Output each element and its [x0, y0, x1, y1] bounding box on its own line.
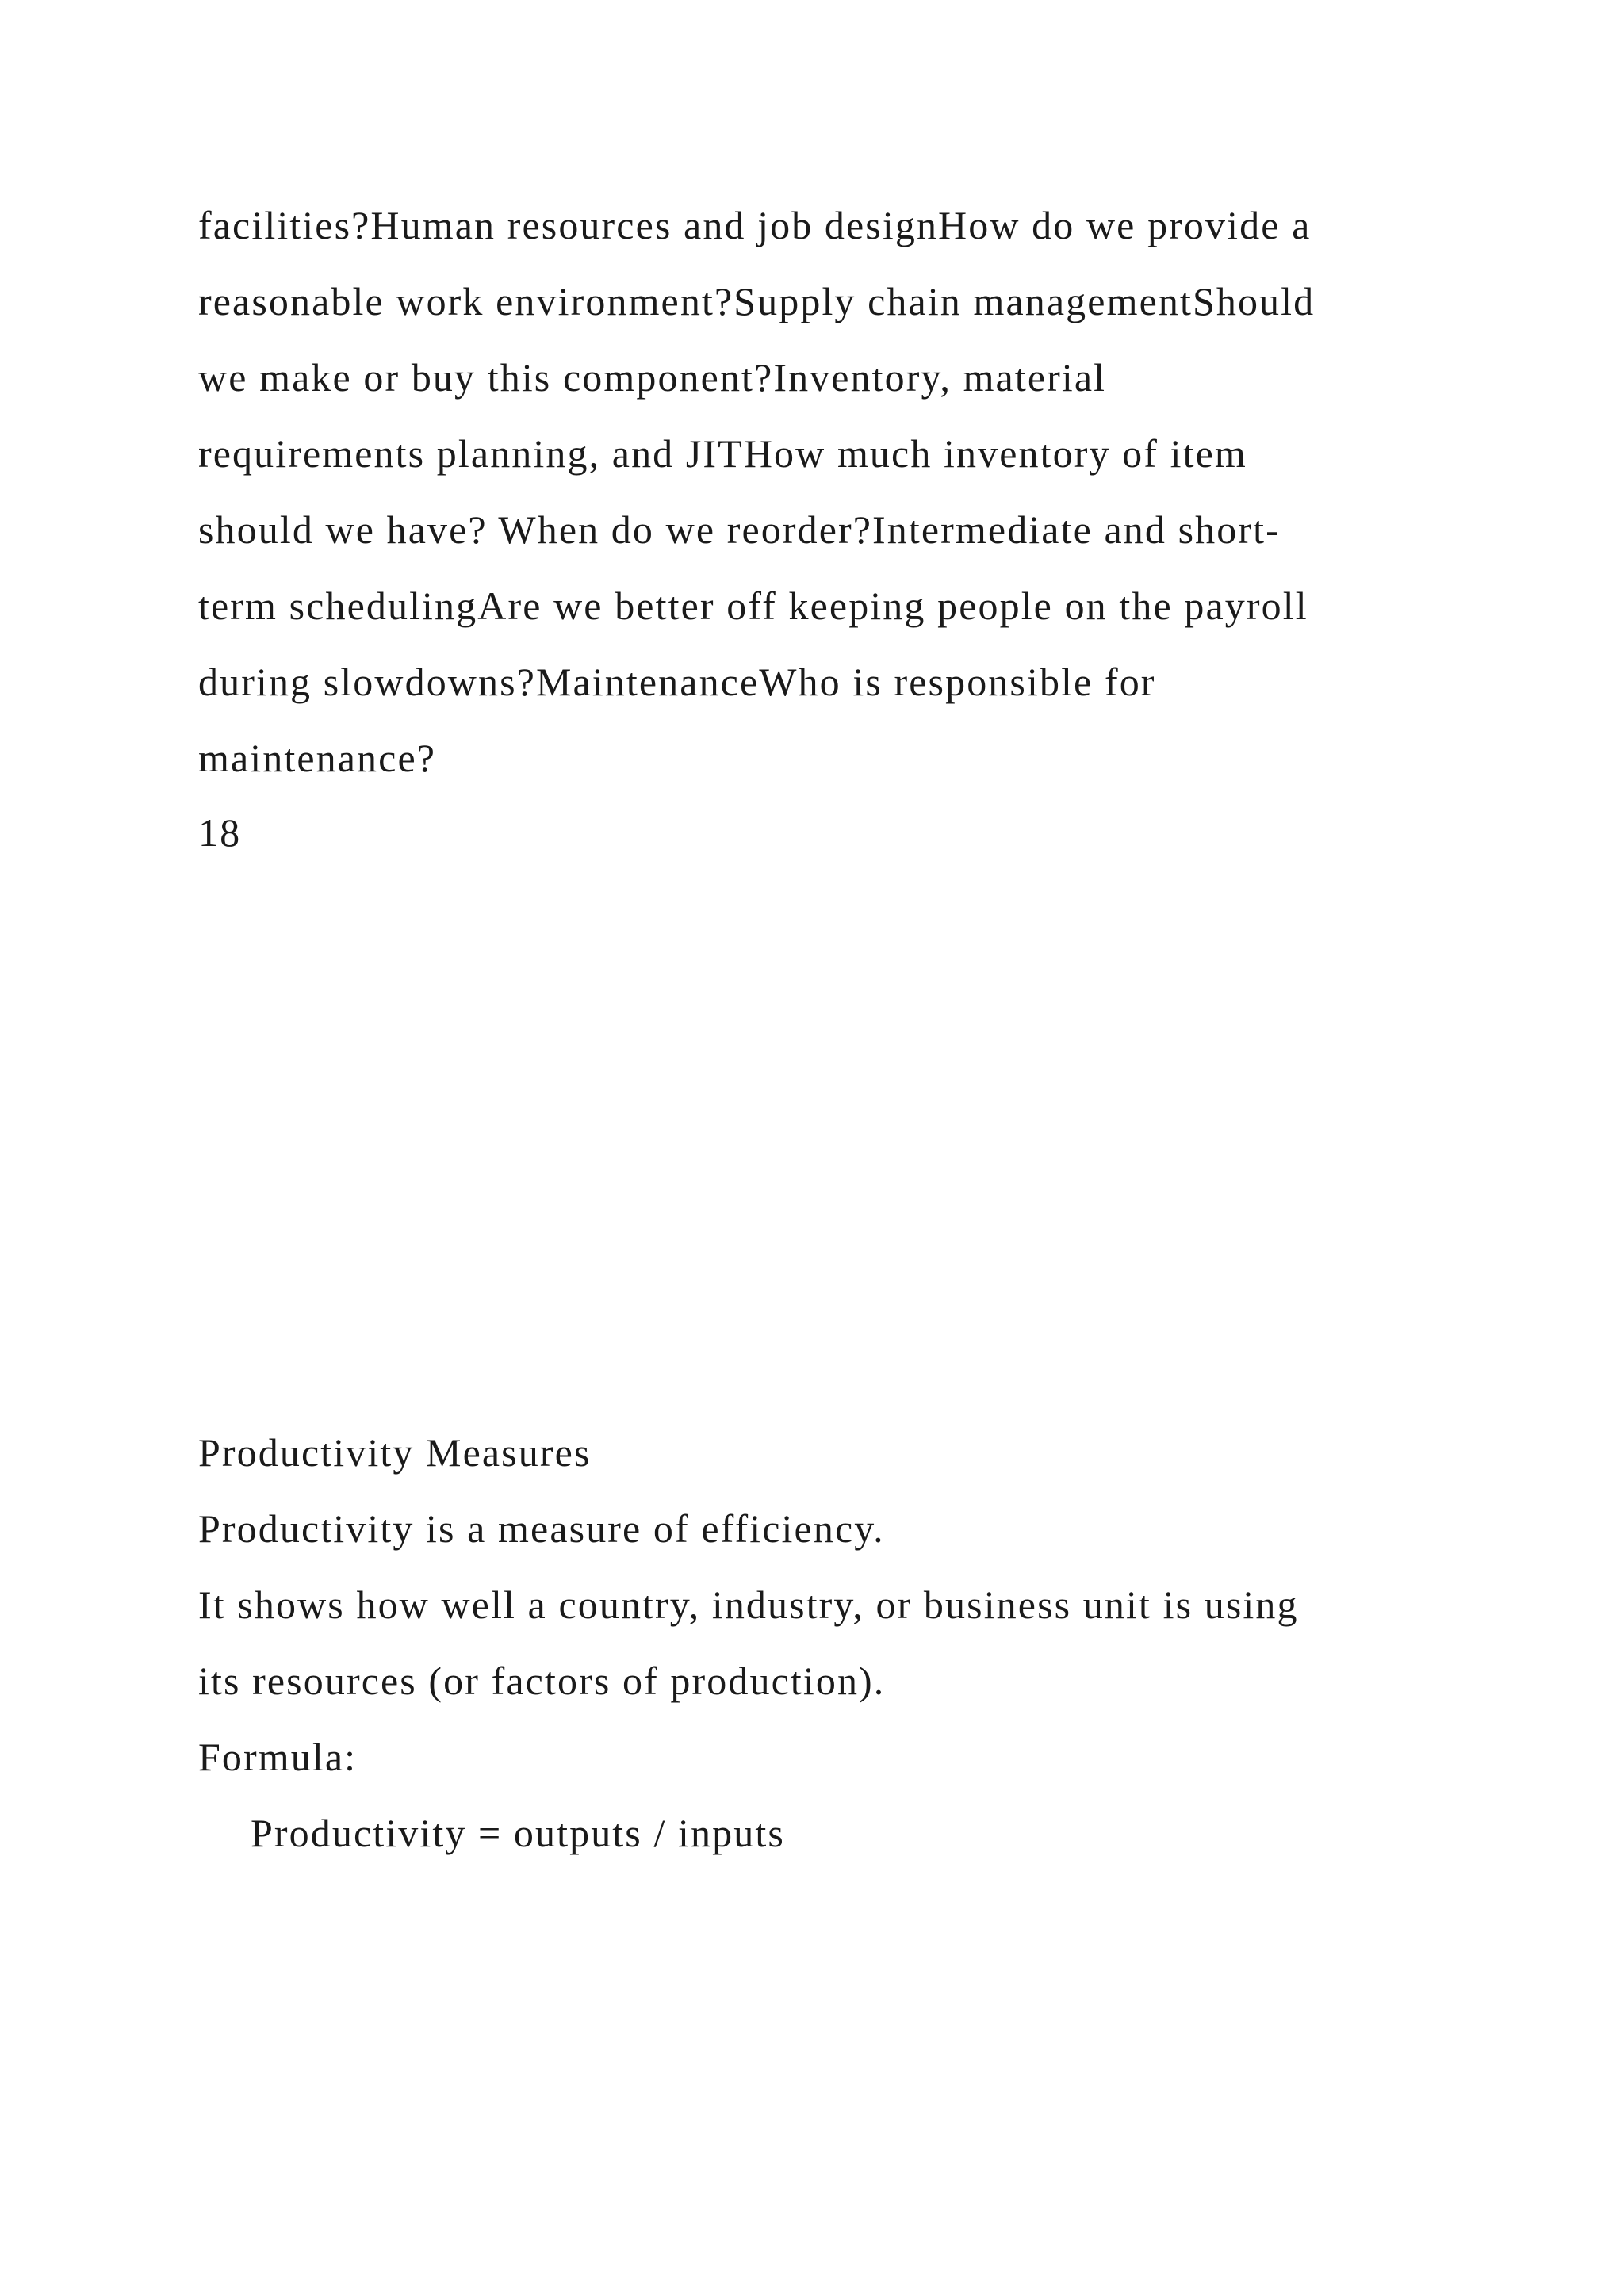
text-line: we make or buy this component?Inventory, material: [198, 355, 1107, 400]
text-line: requirements planning, and JITHow much inventory of item: [198, 431, 1247, 476]
slide-number: 18: [198, 810, 242, 855]
text-line: maintenance?: [198, 736, 437, 780]
text-line: It shows how well a country, industry, or business unit is using: [198, 1582, 1299, 1627]
text-line: during slowdowns?MaintenanceWho is responsible for: [198, 660, 1156, 704]
text-line: reasonable work environment?Supply chain managementShould: [198, 279, 1316, 323]
text-line: term schedulingAre we better off keeping people on the payroll: [198, 584, 1308, 628]
text-line: should we have? When do we reorder?Intermediate and short-: [198, 507, 1281, 552]
section-title: Productivity Measures: [198, 1430, 592, 1475]
text-line: facilities?Human resources and job designHow do we provide a: [198, 203, 1312, 247]
text-line: Productivity is a measure of efficiency.: [198, 1506, 885, 1551]
text-line: its resources (or factors of production).: [198, 1659, 886, 1703]
formula-label: Formula:: [198, 1735, 358, 1779]
formula-text: Productivity = outputs / inputs: [251, 1811, 785, 1855]
